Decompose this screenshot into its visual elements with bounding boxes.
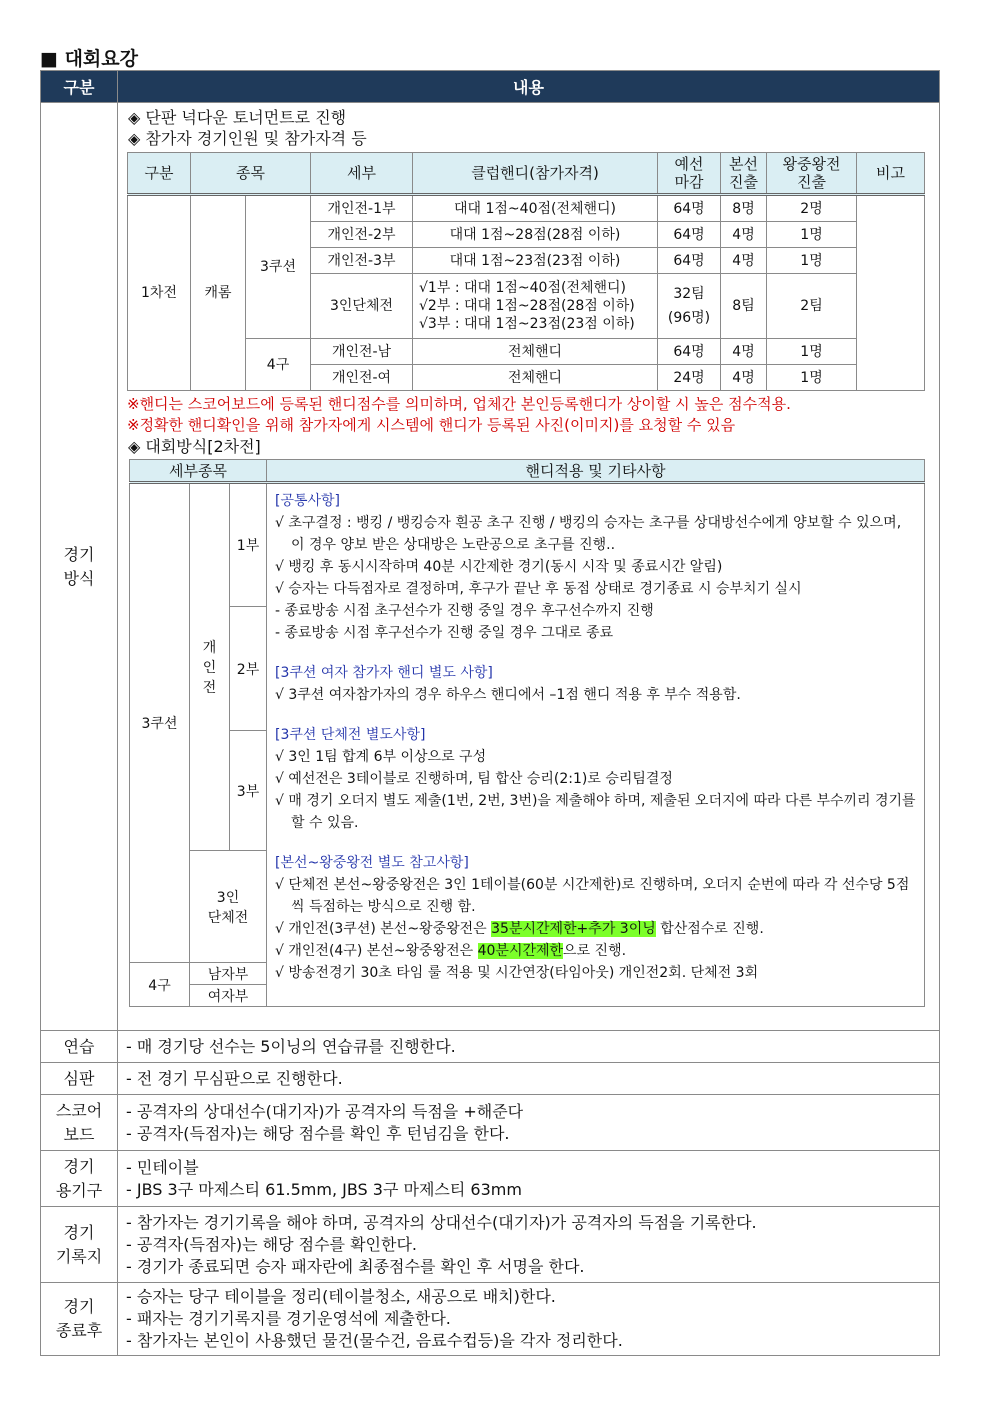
t2-div3: 3부 <box>230 731 267 851</box>
t1-h-category: 구분 <box>128 153 191 195</box>
practice-content <box>118 1031 940 1063</box>
scoreboard-label: 스코어 보드 <box>41 1095 118 1151</box>
t1-handicap: √1부 : 대대 1점~40점(전체핸디) √2부 : 대대 1점~28점(28점 이하) √3부 : 대대 1점~23점(23점 이하) <box>413 274 658 339</box>
header-content: 내용 <box>118 71 940 103</box>
rule-line: √ 방송전경기 30초 타임 룰 적용 및 시간연장(타임아웃) 개인전2회. 단체전 3회 <box>275 965 759 981</box>
t1-game: 캐롬 <box>191 195 246 391</box>
t1-main: 4명 <box>721 222 767 248</box>
t1-main: 8팀 <box>721 274 767 339</box>
t2-div1: 1부 <box>230 483 267 607</box>
t2-women: 여자부 <box>190 985 267 1007</box>
scoreboard-content <box>118 1095 940 1151</box>
rule-line: √ 단체전 본선~왕중왕전은 3인 1테이블(60분 시간제한)로 진행하며, 오더지 순번에 따라 각 선수당 5점씩 득점하는 방식으로 진행 함. <box>275 877 910 915</box>
t1-round: 1차전 <box>128 195 191 391</box>
highlight-time-limit: 35분시간제한+추가 3이닝 <box>491 921 656 937</box>
t1-handicap: 대대 1점~40점(전체핸디) <box>413 195 658 222</box>
practice-label: 연습 <box>41 1031 118 1063</box>
t1-prelim: 64명 <box>658 222 721 248</box>
header-category: 구분 <box>41 71 118 103</box>
referee-line: - 전 경기 무심판으로 진행한다. <box>126 1068 343 1088</box>
method-label: 경기 방식 <box>41 103 118 1031</box>
bullet-round2: ◈ 대회방식[2차전] <box>128 437 261 456</box>
t1-h-main: 본선 진출 <box>721 153 767 195</box>
t1-3cushion: 3쿠션 <box>246 195 311 339</box>
rule-line: √ 3쿠션 여자참가자의 경우 하우스 핸디에서 –1점 핸디 적용 후 부수 적용함. <box>275 687 741 703</box>
t2-individual: 개 인 전 <box>190 483 230 851</box>
rule-line: - 종료방송 시점 초구선수가 진행 중일 경우 후구선수까지 진행 <box>275 603 654 619</box>
equipment-line: - JBS 3구 마제스티 61.5mm, JBS 3구 마제스티 63mm <box>126 1179 522 1199</box>
t1-main: 4명 <box>721 365 767 391</box>
after-line: - 승자는 당구 테이블을 정리(테이블청소, 새공으로 배치)한다. <box>126 1287 556 1306</box>
equipment-content <box>118 1151 940 1207</box>
rule-line: √ 개인전(4구) 본선~왕중왕전은 40분시간제한으로 진행. <box>275 943 627 959</box>
t2-men: 남자부 <box>190 963 267 985</box>
t1-main: 4명 <box>721 248 767 274</box>
after-content <box>118 1283 940 1356</box>
scoreboard-line: - 공격자(득점자)는 해당 점수를 확인 후 턴넘김을 한다. <box>126 1123 510 1143</box>
t1-prelim: 24명 <box>658 365 721 391</box>
t1-4ball: 4구 <box>246 339 311 391</box>
equipment-label: 경기 용기구 <box>41 1151 118 1207</box>
t1-prelim: 64명 <box>658 248 721 274</box>
t1-h-note: 비고 <box>857 153 925 195</box>
t2-h-details: 핸디적용 및 기타사항 <box>267 460 925 483</box>
referee-content <box>118 1063 940 1095</box>
t1-main: 8명 <box>721 195 767 222</box>
practice-line: - 매 경기당 선수는 5이닝의 연습큐를 진행한다. <box>126 1036 456 1056</box>
t1-prelim: 64명 <box>658 339 721 365</box>
rule-line: - 종료방송 시점 후구선수가 진행 중일 경우 그대로 종료 <box>275 625 614 641</box>
t1-prelim: 32팀 (96명) <box>658 274 721 339</box>
t1-champ: 1명 <box>767 365 857 391</box>
t1-h-prelim: 예선 마감 <box>658 153 721 195</box>
t1-detail: 개인전-남 <box>311 339 413 365</box>
competition-outline-table <box>40 70 940 1356</box>
record-content <box>118 1207 940 1283</box>
rule-line: √ 예선전은 3테이블로 진행하며, 팀 합산 승리(2:1)로 승리팀결정 <box>275 771 673 787</box>
t1-note-cell <box>857 195 925 391</box>
t2-div2: 2부 <box>230 607 267 731</box>
t1-main: 4명 <box>721 339 767 365</box>
t1-detail: 개인전-1부 <box>311 195 413 222</box>
t1-champ: 1명 <box>767 339 857 365</box>
t1-champ: 2팀 <box>767 274 857 339</box>
t1-champ: 2명 <box>767 195 857 222</box>
rule-line: √ 초구결정 : 뱅킹 / 뱅킹승자 흰공 초구 진행 / 뱅킹의 승자는 초구를 상대방선수에게 양보할 수 있으며, 이 경우 양보 받은 상대방은 노란공으로 초구를 진행.. <box>275 515 902 553</box>
team-heading: [3쿠션 단체전 별도사항] <box>275 727 426 743</box>
t1-h-detail: 세부 <box>311 153 413 195</box>
t1-handicap: 대대 1점~28점(28점 이하) <box>413 222 658 248</box>
rule-line: √ 3인 1팀 합계 6부 이상으로 구성 <box>275 749 487 765</box>
round2-table <box>129 459 925 1007</box>
t1-handicap: 전체핸디 <box>413 339 658 365</box>
bullet-participants: ◈ 참가자 경기인원 및 참가자격 등 <box>128 129 367 148</box>
t1-h-handicap: 클럽핸디(참가자격) <box>413 153 658 195</box>
record-label: 경기 기록지 <box>41 1207 118 1283</box>
bullet-format: ◈ 단판 넉다운 토너먼트로 진행 <box>128 108 347 127</box>
t1-handicap: 전체핸디 <box>413 365 658 391</box>
t1-h-champ: 왕중왕전 진출 <box>767 153 857 195</box>
common-heading: [공통사항] <box>275 493 341 509</box>
after-label: 경기 종료후 <box>41 1283 118 1356</box>
t1-handicap: 대대 1점~23점(23점 이하) <box>413 248 658 274</box>
t1-champ: 1명 <box>767 222 857 248</box>
t2-team: 3인 단체전 <box>190 851 267 963</box>
t2-3cushion: 3쿠션 <box>130 483 190 963</box>
handicap-note: ※핸디는 스코어보드에 등록된 핸디점수를 의미하며, 업체간 본인등록핸디가 상이할 시 높은 점수적용. <box>127 395 791 413</box>
t2-detail-text <box>267 483 925 1007</box>
t1-prelim: 64명 <box>658 195 721 222</box>
round1-table <box>127 152 925 391</box>
t2-4ball: 4구 <box>130 963 190 1007</box>
record-line: - 공격자(득점자)는 해당 점수를 확인한다. <box>126 1234 417 1254</box>
record-line: - 참가자는 경기기록을 해야 하며, 공격자의 상대선수(대기자)가 공격자의 득점을 기록한다. <box>126 1212 757 1232</box>
record-line: - 경기가 종료되면 승자 패자란에 최종점수를 확인 후 서명을 한다. <box>126 1256 585 1276</box>
t1-detail: 개인전-3부 <box>311 248 413 274</box>
t1-detail: 개인전-여 <box>311 365 413 391</box>
section-title: ■ 대회요강 <box>40 48 138 70</box>
method-content <box>118 103 940 1031</box>
t1-detail: 개인전-2부 <box>311 222 413 248</box>
rule-line: √ 뱅킹 후 동시시작하며 40분 시간제한 경기(동시 시작 및 종료시간 알림) <box>275 559 723 575</box>
referee-label: 심판 <box>41 1063 118 1095</box>
scoreboard-line: - 공격자의 상대선수(대기자)가 공격자의 득점을 +해준다 <box>126 1101 524 1121</box>
finals-heading: [본선~왕중왕전 별도 참고사항] <box>275 855 469 871</box>
handicap-photo-note: ※정확한 핸디확인을 위해 참가자에게 시스템에 핸디가 등록된 사진(이미지)를 요청할 수 있음 <box>127 416 736 434</box>
after-line: - 패자는 경기기록지를 경기운영석에 제출한다. <box>126 1309 451 1328</box>
t1-champ: 1명 <box>767 248 857 274</box>
equipment-line: - 민테이블 <box>126 1157 199 1177</box>
women-handicap-heading: [3쿠션 여자 참가자 핸디 별도 사항] <box>275 665 493 681</box>
rule-line: √ 개인전(3쿠션) 본선~왕중왕전은 35분시간제한+추가 3이닝 합산점수로 진행. <box>275 921 764 937</box>
t2-h-event: 세부종목 <box>130 460 267 483</box>
t1-h-event: 종목 <box>191 153 311 195</box>
rule-line: √ 승자는 다득점자로 결정하며, 후구가 끝난 후 동점 상태로 경기종료 시 승부치기 실시 <box>275 581 802 597</box>
after-line: - 참가자는 본인이 사용했던 물건(물수건, 음료수컵등)을 각자 정리한다. <box>126 1331 623 1350</box>
highlight-time-limit: 40분시간제한 <box>477 943 564 959</box>
rule-line: √ 매 경기 오더지 별도 제출(1번, 2번, 3번)을 제출해야 하며, 제출된 오더지에 따라 다른 부수끼리 경기를 할 수 있음. <box>275 793 916 831</box>
t1-detail: 3인단체전 <box>311 274 413 339</box>
